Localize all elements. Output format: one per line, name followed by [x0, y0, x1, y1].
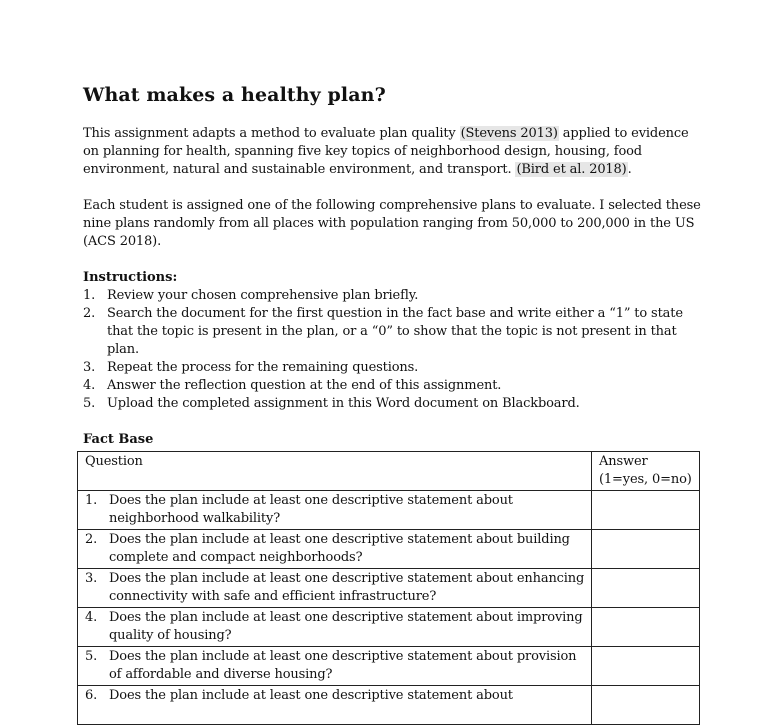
- question-column-header: Question: [78, 452, 592, 491]
- citation-bird[interactable]: (Bird et al. 2018): [516, 162, 627, 177]
- intro-text-end: .: [627, 162, 632, 177]
- question-cell: [78, 530, 592, 569]
- instruction-number: 1.: [83, 288, 96, 303]
- question-number: 4.: [85, 610, 98, 625]
- question-number: 6.: [85, 688, 98, 703]
- question-text: Does the plan include at least one descriptive statement about: [109, 688, 513, 703]
- instruction-number: 5.: [83, 396, 96, 411]
- instruction-text: Repeat the process for the remaining questions.: [107, 360, 419, 375]
- instruction-number: 3.: [83, 360, 96, 375]
- question-number: 3.: [85, 571, 98, 586]
- instructions-list: [83, 287, 708, 413]
- question-text: Does the plan include at least one descriptive statement about building complete and compact neighborhoods?: [109, 532, 570, 565]
- intro-text-middle: applied to evidence on planning for health, spanning five key topics of neighborhood design, housing, food environment, natural and sustainable environment, and transport.: [83, 126, 689, 177]
- table-row: [78, 569, 700, 608]
- instruction-text: Search the document for the first question in the fact base and write either a “1” to state that the topic is present in the plan, or a “0” to show that the topic is not present in that plan.: [107, 306, 683, 357]
- question-text: Does the plan include at least one descriptive statement about neighborhood walkability?: [109, 493, 513, 526]
- intro-text-start: This assignment adapts a method to evaluate plan quality: [83, 126, 460, 141]
- answer-cell[interactable]: [592, 491, 700, 530]
- table-row: [78, 491, 700, 530]
- instruction-item: [83, 305, 708, 359]
- citation-stevens[interactable]: (Stevens 2013): [460, 126, 558, 141]
- question-number: 2.: [85, 532, 98, 547]
- question-cell: [78, 491, 592, 530]
- table-header-row: [78, 452, 700, 491]
- answer-cell[interactable]: [592, 647, 700, 686]
- table-row: [78, 647, 700, 686]
- question-cell: [78, 686, 592, 725]
- question-cell: [78, 608, 592, 647]
- page-title: What makes a healthy plan?: [83, 84, 386, 106]
- instruction-text: Answer the reflection question at the end of this assignment.: [107, 378, 502, 393]
- question-cell: [78, 569, 592, 608]
- instruction-item: [83, 377, 708, 395]
- answer-cell[interactable]: [592, 686, 700, 725]
- instruction-item: [83, 395, 708, 413]
- question-number: 5.: [85, 649, 98, 664]
- intro-paragraph: [83, 125, 708, 179]
- instruction-number: 2.: [83, 306, 96, 321]
- answer-column-header: Answer (1=yes, 0=no): [592, 452, 700, 491]
- table-row: [78, 530, 700, 569]
- question-text: Does the plan include at least one descriptive statement about provision of affordable and diverse housing?: [109, 649, 577, 682]
- instruction-item: [83, 359, 708, 377]
- question-text: Does the plan include at least one descriptive statement about enhancing connectivity with safe and efficient infrastructure?: [109, 571, 585, 604]
- answer-cell[interactable]: [592, 530, 700, 569]
- instruction-item: [83, 287, 708, 305]
- answer-cell[interactable]: [592, 608, 700, 647]
- question-text: Does the plan include at least one descriptive statement about improving quality of housing?: [109, 610, 583, 643]
- instruction-text: Upload the completed assignment in this Word document on Blackboard.: [107, 396, 580, 411]
- instruction-text: Review your chosen comprehensive plan briefly.: [107, 288, 419, 303]
- question-number: 1.: [85, 493, 98, 508]
- question-cell: [78, 647, 592, 686]
- table-row: [78, 686, 700, 725]
- answer-cell[interactable]: [592, 569, 700, 608]
- instructions-heading: Instructions:: [83, 270, 178, 285]
- table-row: [78, 608, 700, 647]
- assignment-paragraph: Each student is assigned one of the following comprehensive plans to evaluate. I selected these nine plans randomly from all places with population ranging from 50,000 to 200,000 in the US (ACS 2018).: [83, 198, 701, 249]
- fact-base-heading: Fact Base: [83, 432, 154, 447]
- instruction-number: 4.: [83, 378, 96, 393]
- fact-base-table: [77, 451, 700, 725]
